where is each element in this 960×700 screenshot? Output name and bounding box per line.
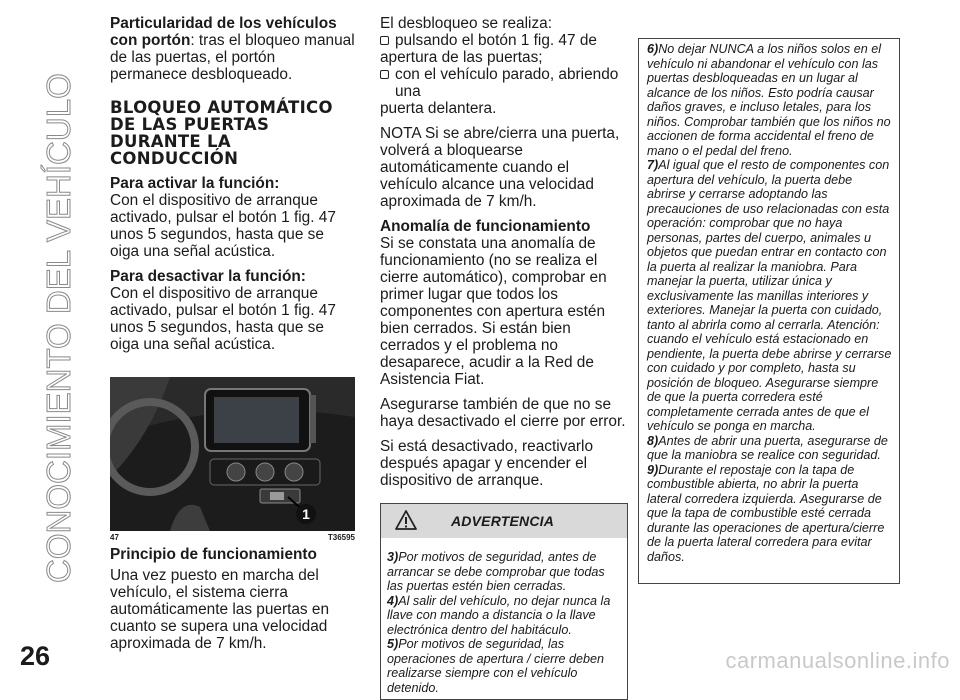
warning-text: Por motivos de seguridad, las operaciones de apertura / cierre deben realizarse siempre con el vehículo detenido. bbox=[387, 637, 605, 695]
figure-number: 47 bbox=[110, 533, 119, 542]
bullet-item bbox=[380, 32, 630, 49]
anomalia-heading: Anomalía de funcionamiento bbox=[380, 218, 591, 235]
watermark: carmanualsonline.info bbox=[725, 648, 950, 673]
advertencia-title: ADVERTENCIA bbox=[451, 513, 555, 529]
warning-note bbox=[387, 550, 622, 594]
figure-caption bbox=[110, 533, 355, 542]
warning-note bbox=[387, 594, 622, 638]
column-2 bbox=[380, 15, 630, 700]
intro-paragraph bbox=[110, 15, 355, 83]
figure-callout-1: 1 bbox=[296, 504, 316, 524]
principio-heading: Principio de funcionamiento bbox=[110, 546, 317, 563]
warning-number: 7) bbox=[647, 158, 659, 172]
desactivar-text: Con el dispositivo de arranque activado, pulsar el botón 1 fig. 47 unos 5 segundos, hasta que se oiga una señal acústica. bbox=[110, 285, 336, 353]
warning-number: 5) bbox=[387, 637, 399, 651]
warning-note bbox=[647, 42, 893, 158]
warning-text: Por motivos de seguridad, antes de arrancar se debe comprobar que todas las puertas estén bien cerradas. bbox=[387, 550, 605, 593]
warning-text: Antes de abrir una puerta, asegurarse de que la maniobra se realice con seguridad. bbox=[647, 433, 888, 462]
section-title-line: CONDUCCIÓN bbox=[110, 149, 239, 168]
warning-text: Al salir del vehículo, no dejar nunca la llave con mando a distancia o la llave electrónica dentro del habitáculo. bbox=[387, 593, 611, 637]
reactivar-text: Si está desactivado, reactivarlo después apagar y encender el dispositivo de arranque. bbox=[380, 438, 594, 489]
bullet-item bbox=[380, 66, 630, 100]
page-number: 26 bbox=[20, 641, 51, 671]
section-title-line: DURANTE LA bbox=[110, 132, 231, 151]
dashboard-illustration bbox=[110, 377, 355, 531]
warning-number: 8) bbox=[647, 433, 659, 448]
bullet-continuation: apertura de las puertas; bbox=[380, 49, 543, 66]
anomalia-text: Si se constata una anomalía de funcionamiento (no se realiza el cierre automático), comprobar en primer lugar que todos los componentes con apertura estén bien cerrados. Si están bien cerrados y el problema no desaparece, acudir a la Red de Asistencia Fiat. bbox=[380, 235, 607, 388]
activar-heading: Para activar la función: bbox=[110, 175, 280, 192]
intro-rest: : tras el bloqueo manual de las puertas, el portón permanece desbloqueado. bbox=[110, 32, 355, 83]
warning-note bbox=[647, 158, 893, 434]
desbloqueo-intro: El desbloqueo se realiza: bbox=[380, 15, 552, 32]
figure-code: T36595 bbox=[327, 533, 355, 542]
advertencia-box bbox=[380, 503, 628, 700]
advertencia-header bbox=[381, 504, 627, 538]
warning-number: 3) bbox=[387, 550, 399, 564]
warning-note bbox=[387, 637, 622, 695]
warning-number: 4) bbox=[387, 593, 399, 608]
dashboard-photo bbox=[110, 377, 355, 531]
asegurarse-text: Asegurarse también de que no se haya desactivado el cierre por error. bbox=[380, 396, 626, 430]
warning-text: No dejar NUNCA a los niños solos en el vehículo ni abandonar el vehículo con las puertas desbloqueadas en un lugar al alcance de los niños. Esto podría causar daños graves, e incluso letales, para los niños. Comprobar también que los niños no accionen de forma accidental el freno de mano o el pedal del freno. bbox=[647, 42, 891, 158]
side-section-title bbox=[8, 28, 78, 588]
column-1 bbox=[110, 15, 355, 652]
warning-triangle-icon bbox=[395, 510, 417, 530]
square-bullet-icon bbox=[380, 36, 389, 45]
desactivar-heading: Para desactivar la función: bbox=[110, 268, 306, 285]
advertencia-body bbox=[381, 538, 627, 699]
side-section-title-text: CONOCIMIENTO DEL VEHÍCULO bbox=[40, 73, 77, 583]
principio-text: Una vez puesto en marcha del vehículo, el sistema cierra automáticamente las puertas en cuanto se supera una velocidad aproximada de 7 km/h. bbox=[110, 567, 330, 652]
warning-number: 9) bbox=[647, 462, 659, 477]
activar-text: Con el dispositivo de arranque activado, pulsar el botón 1 fig. 47 unos 5 segundos, hasta que se oiga una señal acústica. bbox=[110, 192, 336, 260]
section-title bbox=[110, 99, 355, 167]
section-title-line: BLOQUEO AUTOMÁTICO bbox=[110, 98, 333, 117]
warning-text: Durante el repostaje con la tapa de combustible abierta, no abrir la puerta lateral corredera izquierda. Asegurarse de que la tapa de combustible esté cerrada durante las operaciones de apertura/cierre de la puerta lateral corredera para evitar daños. bbox=[647, 462, 885, 564]
bullet-text: con el vehículo parado, abriendo una bbox=[395, 66, 619, 100]
column-3-warning-box bbox=[638, 38, 900, 584]
intro-bold: Particularidad de los vehículos con portón bbox=[110, 15, 337, 49]
square-bullet-icon bbox=[380, 70, 389, 79]
section-title-line: DE LAS PUERTAS bbox=[110, 115, 270, 134]
nota-text: NOTA Si se abre/cierra una puerta, volverá a bloquearse automáticamente cuando el vehículo alcance una velocidad aproximada de 7 km/h. bbox=[380, 125, 620, 210]
warning-note bbox=[647, 463, 893, 565]
warning-note bbox=[647, 434, 893, 463]
bullet-text: pulsando el botón 1 fig. 47 de bbox=[395, 32, 597, 49]
warning-number: 6) bbox=[647, 42, 659, 56]
bullet-continuation: puerta delantera. bbox=[380, 100, 497, 117]
warning-text: Al igual que el resto de componentes con apertura del vehículo, la puerta debe abrirse y cerrarse adoptando las precauciones de uso relacionadas con esta operación: comprobar que no haya personas, partes del cuerpo, animales u objetos que puedan entrar en contacto con la puerta al realizar la maniobra. Para manejar la puerta, utilizar única y exclusivamente las manillas interiores y exteriores. Manejar la puerta con cuidado, tanto al abrirla como al cerrarla. Atención: cuando el vehículo está estacionado en pendiente, la puerta debe abrirse y cerrarse con cuidado y por completo, hasta su posición de bloqueo. Asegurarse siempre de que la puerta corredera esté completamente cerrada antes de que el vehículo se ponga en marcha. bbox=[647, 158, 892, 433]
